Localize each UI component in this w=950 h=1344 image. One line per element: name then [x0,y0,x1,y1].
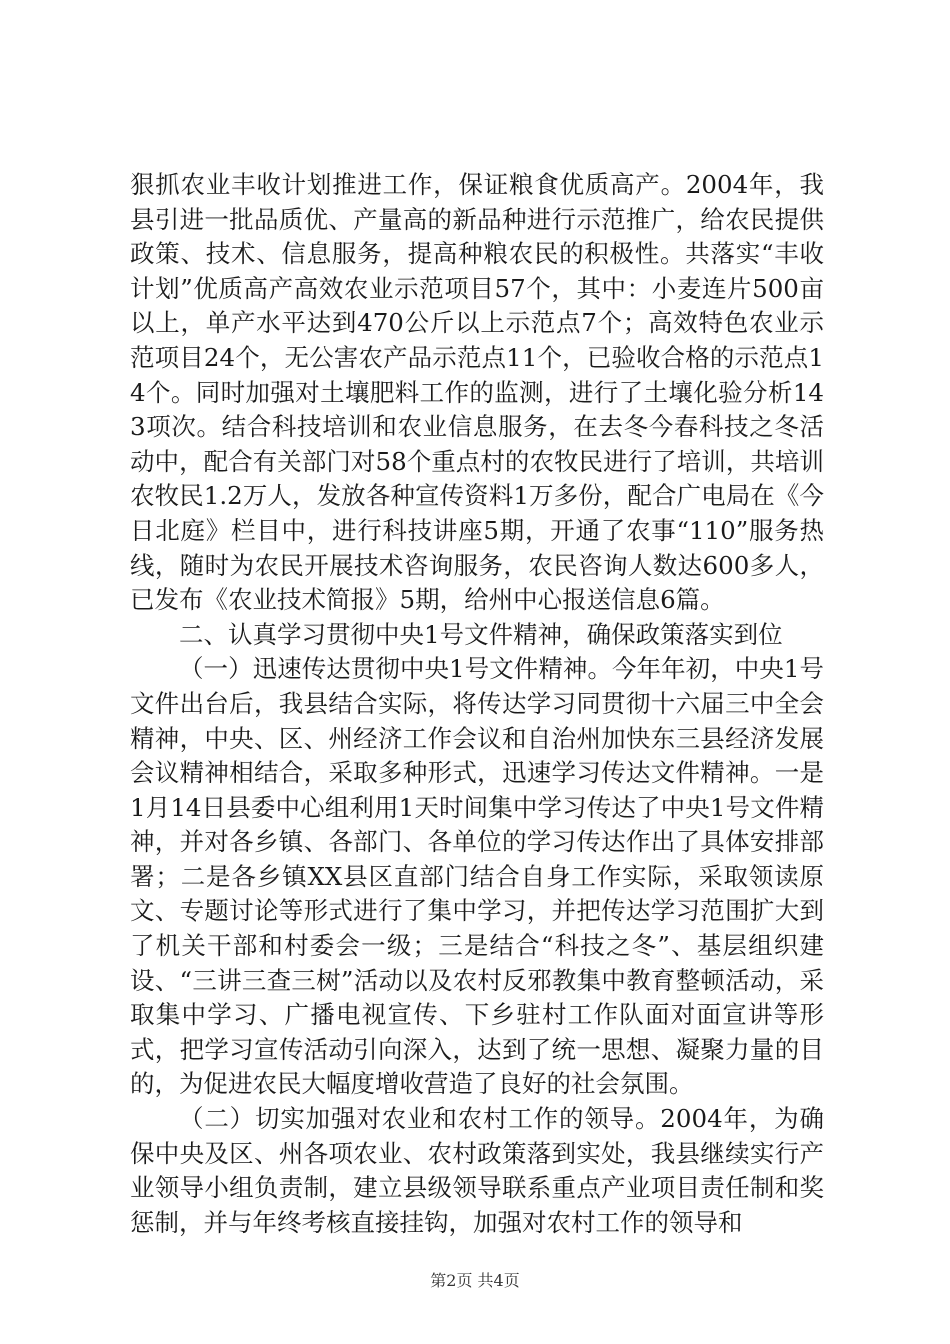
paragraph-continuation: 狠抓农业丰收计划推进工作，保证粮食优质高产。2004年，我县引进一批品质优、产量高的新品种进行示范推广，给农民提供政策、技术、信息服务，提高种粮农民的积极性。共落实“丰收计划”优质高产高效农业示范项目57个，其中：小麦连片500亩以上，单产水平达到470公斤以上示范点7个；高效特色农业示范项目24个，无公害农产品示范点11个，已验收合格的示范点14个。同时加强对土壤肥料工作的监测，进行了土壤化验分析143项次。结合科技培训和农业信息服务，在去冬今春科技之冬活动中，配合有关部门对58个重点村的农牧民进行了培训，共培训农牧民1.2万人，发放各种宣传资料1万多份，配合广电局在《今日北庭》栏目中，进行科技讲座5期，开通了农事“110”服务热线，随时为农民开展技术咨询服务，农民咨询人数达600多人，已发布《农业技术简报》5期，给州中心报送信息6篇。 [130,170,824,615]
section-heading: 二、认真学习贯彻中央1号文件精神，确保政策落实到位 [179,619,783,649]
page-footer [0,1268,950,1291]
paragraph-subsection-2: （二）切实加强对农业和农村工作的领导。2004年，为确保中央及区、州各项农业、农村政策落到实处，我县继续实行产业领导小组负责制，建立县级领导联系重点产业项目责任制和奖惩制，并与年终考核直接挂钩，加强对农村工作的领导和 [130,1104,824,1237]
paragraph-subsection-1: （一）迅速传达贯彻中央1号文件精神。今年年初，中央1号文件出台后，我县结合实际，将传达学习同贯彻十六届三中全会精神，中央、区、州经济工作会议和自治州加快东三县经济发展会议精神相结合，采取多种形式，迅速学习传达文件精神。一是1月14日县委中心组利用1天时间集中学习传达了中央1号文件精神，并对各乡镇、各部门、各单位的学习传达作出了具体安排部署；二是各乡镇XX县区直部门结合自身工作实际，采取领读原文、专题讨论等形式进行了集中学习，并把传达学习范围扩大到了机关干部和村委会一级；三是结合“科技之冬”、基层组织建设、“三讲三查三树”活动以及农村反邪教集中教育整顿活动，采取集中学习、广播电视宣传、下乡驻村工作队面对面宣讲等形式，把学习宣传活动引向深入，达到了统一思想、凝聚力量的目的，为促进农民大幅度增收营造了良好的社会氛围。 [130,654,824,1099]
page-number: 第2页 共4页 [430,1271,520,1290]
document-body [130,168,824,1240]
